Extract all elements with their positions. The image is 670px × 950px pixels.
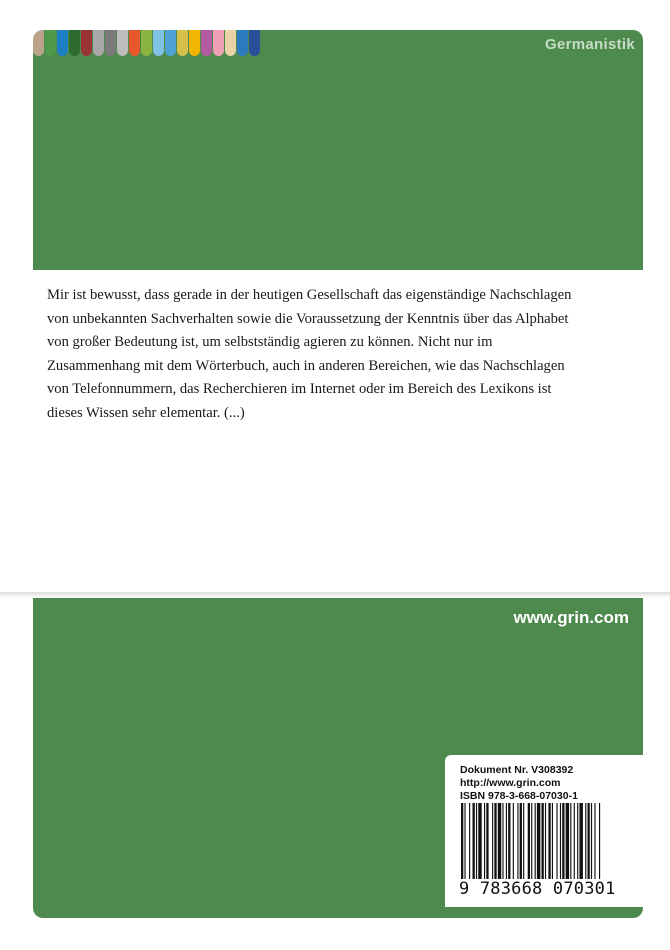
category-label: Germanistik xyxy=(544,36,635,53)
barcode-bar xyxy=(494,803,496,879)
blurb-line: dieses Wissen sehr elementar. (...) xyxy=(47,404,245,421)
barcode-bar xyxy=(588,803,590,879)
blurb-line: Mir ist bewusst, dass gerade in der heutigen Gesellschaft das eigenständige Nachschlagen xyxy=(47,287,572,303)
barcode-bar xyxy=(591,803,592,879)
barcode-bar xyxy=(535,803,536,879)
cover-top-panel xyxy=(33,30,643,270)
barcode-bar xyxy=(486,803,488,879)
barcode-bar xyxy=(570,803,571,879)
color-stripe-segment xyxy=(141,30,152,56)
barcode-bar xyxy=(502,803,503,879)
isbn-number: ISBN 978-3-668-07030-1 xyxy=(460,790,578,802)
barcode-bar xyxy=(577,803,578,879)
color-stripe-segment xyxy=(45,30,56,56)
blurb-line: von Telefonnummern, das Recherchieren im Internet oder im Bereich des Lexikons ist xyxy=(47,381,552,398)
color-stripe-segment xyxy=(213,30,224,56)
cover-bottom-panel xyxy=(33,592,643,918)
publisher-url: http://www.grin.com xyxy=(460,777,561,789)
color-stripe-segment xyxy=(57,30,68,56)
blurb-text xyxy=(47,284,632,426)
barcode-bar xyxy=(560,803,561,879)
color-stripe-segment xyxy=(105,30,116,56)
barcode-bar xyxy=(528,803,530,879)
barcode-bar xyxy=(599,803,600,879)
barcode-bar xyxy=(478,803,481,879)
blurb-line: Zusammenhang mit dem Wörterbuch, auch in anderen Bereichen, wie das Nachschlagen xyxy=(47,357,565,374)
color-stripe-segment xyxy=(201,30,212,56)
color-stripe-segment xyxy=(81,30,92,56)
barcode-bar xyxy=(498,803,501,879)
barcode-icon xyxy=(461,803,631,879)
barcode-digits: 9 783668 070301 xyxy=(459,879,616,899)
barcode-bar xyxy=(562,803,564,879)
barcode-bar xyxy=(548,803,550,879)
barcode-bar xyxy=(513,803,514,879)
color-stripe-decoration xyxy=(33,30,261,56)
barcode-bar xyxy=(520,803,522,879)
blurb-line: von großer Bedeutung ist, um selbstständig agieren zu können. Nicht nur im xyxy=(47,334,493,351)
color-stripe-segment xyxy=(129,30,140,56)
document-number: Dokument Nr. V308392 xyxy=(460,764,574,776)
blurb-area xyxy=(33,270,643,592)
barcode-bar xyxy=(469,803,470,879)
color-stripe-segment xyxy=(249,30,260,56)
barcode-bar xyxy=(476,803,477,879)
color-stripe-segment xyxy=(165,30,176,56)
color-stripe-segment xyxy=(177,30,188,56)
isbn-meta xyxy=(460,764,578,803)
blurb-line: von unbekannten Sachverhalten sowie die Voraussetzung der Kenntnis über das Alphabet xyxy=(47,310,569,327)
barcode-bar xyxy=(531,803,532,879)
color-stripe-segment xyxy=(69,30,80,56)
barcode-bar xyxy=(545,803,546,879)
barcode-bar xyxy=(517,803,518,879)
color-stripe-segment xyxy=(153,30,164,56)
book-back-cover xyxy=(33,30,643,918)
barcode-bar xyxy=(464,803,465,879)
barcode-bar xyxy=(473,803,475,879)
barcode-bar xyxy=(579,803,582,879)
color-stripe-segment xyxy=(225,30,236,56)
color-stripe-segment xyxy=(237,30,248,56)
barcode-bar xyxy=(506,803,507,879)
page-fold-shadow xyxy=(0,592,670,598)
barcode-bar xyxy=(523,803,524,879)
barcode-bar xyxy=(594,803,595,879)
barcode-bar xyxy=(492,803,493,879)
barcode-bar xyxy=(508,803,510,879)
color-stripe-segment xyxy=(189,30,200,56)
barcode-bar xyxy=(566,803,569,879)
isbn-box xyxy=(445,755,643,907)
barcode-bar xyxy=(556,803,557,879)
barcode-bar xyxy=(484,803,485,879)
barcode-bar xyxy=(537,803,540,879)
color-stripe-segment xyxy=(33,30,44,56)
barcode-bar xyxy=(542,803,544,879)
barcode-bar xyxy=(574,803,575,879)
color-stripe-segment xyxy=(93,30,104,56)
barcode-bar xyxy=(461,803,463,879)
barcode-bar xyxy=(585,803,586,879)
color-stripe-segment xyxy=(117,30,128,56)
publisher-website: www.grin.com xyxy=(513,608,629,627)
barcode-bar xyxy=(552,803,553,879)
